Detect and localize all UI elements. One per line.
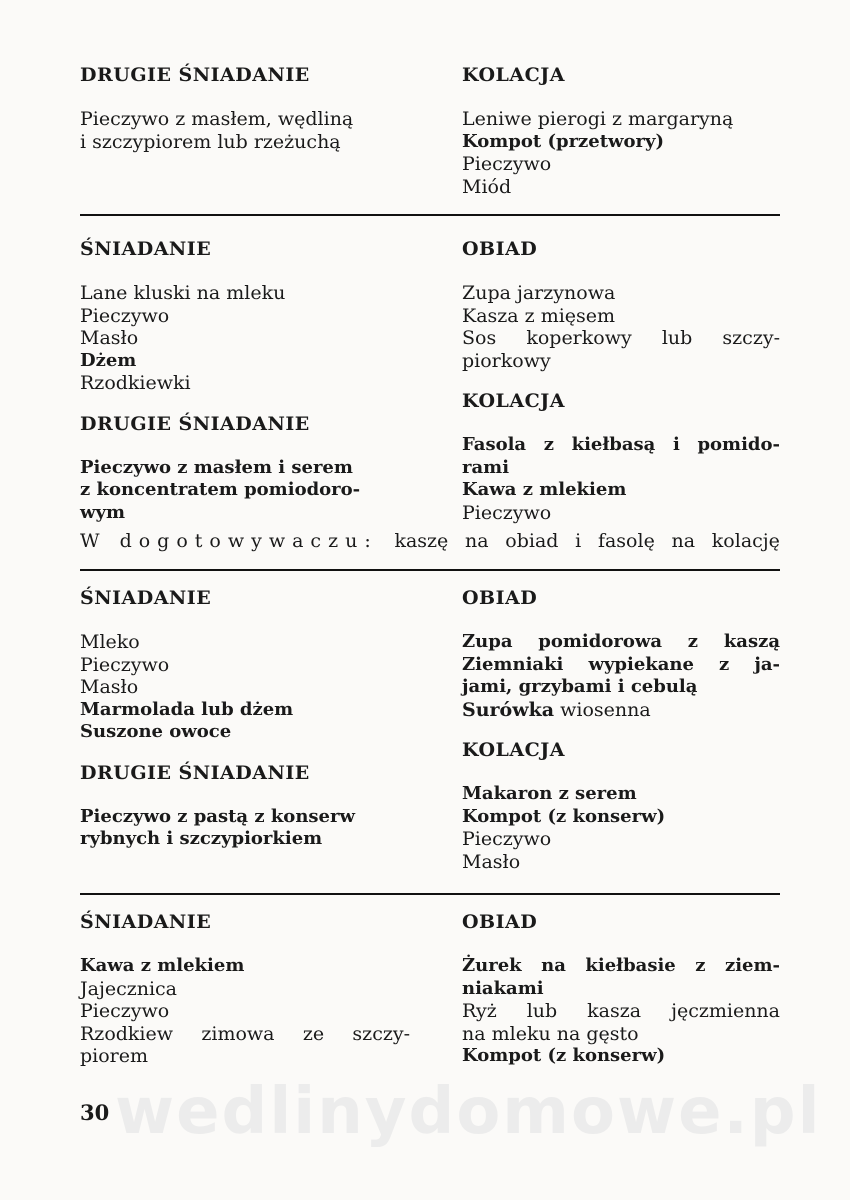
- meal-heading: OBIAD: [462, 587, 538, 609]
- menu-line: Zupa pomidorowa z kaszą: [462, 631, 780, 652]
- section-divider: [80, 569, 780, 571]
- menu-line: rami: [462, 456, 510, 478]
- left-column: [80, 236, 410, 524]
- menu-line: piorem: [80, 1045, 149, 1067]
- menu-line: z koncentratem pomiodoro-: [80, 479, 361, 500]
- cooking-note: [80, 530, 780, 552]
- note-word: na: [465, 530, 489, 552]
- menu-line: i szczypiorem lub rzeżuchą: [80, 130, 341, 153]
- meal-heading: ŚNIADANIE: [80, 911, 212, 933]
- meal-heading: ŚNIADANIE: [80, 587, 212, 609]
- left-column: [80, 909, 410, 1068]
- right-column: [462, 236, 780, 524]
- menu-line: na mleku na gęsto: [462, 1022, 639, 1045]
- left-column: [80, 62, 410, 194]
- meal-heading: DRUGIE ŚNIADANIE: [80, 412, 310, 435]
- menu-line: Pieczywo: [80, 653, 170, 676]
- menu-line: Fasola z kiełbasą i pomido-: [462, 434, 780, 455]
- menu-line: Ryż lub kasza jęczmienna: [462, 1000, 780, 1022]
- menu-line: Żurek na kiełbasie z ziem-: [462, 955, 780, 976]
- right-column: [462, 62, 780, 198]
- menu-line: rybnych i szczypiorkiem: [80, 828, 323, 849]
- meal-heading: ŚNIADANIE: [80, 238, 212, 260]
- menu-line: Sos koperkowy lub szczy-: [462, 327, 780, 349]
- menu-line: Kawa z mlekiem: [80, 955, 245, 976]
- menu-line: Pieczywo: [462, 153, 552, 175]
- menu-line: Pieczywo: [80, 1000, 170, 1022]
- menu-line: [462, 699, 780, 722]
- menu-line: Makaron z serem: [462, 783, 637, 804]
- meal-heading: KOLACJA: [462, 739, 566, 761]
- right-column: [462, 585, 780, 873]
- menu-line: Pieczywo z masłem, wędliną: [80, 108, 354, 130]
- menu-block-2: [80, 236, 780, 524]
- menu-line-plain-part: wiosenna: [554, 698, 651, 721]
- meal-heading: DRUGIE ŚNIADANIE: [80, 761, 310, 784]
- menu-line: Lane kluski na mleku: [80, 282, 286, 304]
- menu-line: jami, grzybami i cebulą: [462, 676, 698, 697]
- note-label: W dogotowywaczu:: [80, 530, 378, 552]
- menu-line: Masło: [80, 676, 139, 698]
- note-word: fasolę: [597, 530, 655, 552]
- watermark: wedlinydomowe.pl: [115, 1075, 822, 1149]
- menu-line: wym: [80, 501, 125, 523]
- menu-line-bold-part: Surówka: [462, 698, 555, 721]
- menu-line: Mleko: [80, 631, 140, 653]
- right-column: [462, 909, 780, 1068]
- menu-line: Ziemniaki wypiekane z ja-: [462, 653, 780, 675]
- menu-line: Pieczywo: [462, 828, 552, 850]
- menu-line: Masło: [462, 850, 521, 873]
- menu-line: Kasza z mięsem: [462, 304, 616, 327]
- menu-block-4: [80, 909, 780, 1068]
- menu-line: Kompot (przetwory): [462, 130, 665, 152]
- menu-block-3: [80, 585, 780, 873]
- menu-line: Kompot (z konserw): [462, 805, 666, 827]
- menu-line: Rzodkiew zimowa ze szczy-: [80, 1022, 410, 1045]
- menu-line: Suszone owoce: [80, 721, 232, 742]
- note-word: kolację: [711, 530, 780, 552]
- section-divider: [80, 893, 780, 895]
- menu-line: Pieczywo: [80, 304, 170, 327]
- menu-line: Pieczywo z pastą z konserw: [80, 805, 355, 827]
- menu-line: Zupa jarzynowa: [462, 282, 616, 304]
- menu-line: Marmolada lub dżem: [80, 698, 294, 720]
- menu-block-1: [80, 62, 780, 198]
- menu-line: Pieczywo z masłem i serem: [80, 456, 353, 478]
- note-word: na: [671, 530, 696, 552]
- note-word: kaszę: [394, 530, 449, 552]
- meal-heading: DRUGIE ŚNIADANIE: [80, 64, 310, 86]
- note-word: i: [575, 530, 582, 552]
- meal-heading: OBIAD: [462, 911, 538, 933]
- note-word: obiad: [505, 530, 559, 552]
- meal-heading: KOLACJA: [462, 390, 566, 412]
- menu-line: Rzodkiewki: [80, 372, 191, 394]
- menu-line: Dżem: [80, 349, 137, 371]
- section-divider: [80, 214, 780, 216]
- menu-line: Kawa z mlekiem: [462, 479, 627, 500]
- menu-line: Kompot (z konserw): [462, 1045, 666, 1066]
- left-column: [80, 585, 410, 873]
- meal-heading: KOLACJA: [462, 64, 566, 86]
- menu-line: Miód: [462, 175, 512, 198]
- menu-line: piorkowy: [462, 349, 551, 372]
- menu-page: [80, 62, 780, 1068]
- menu-line: Masło: [80, 327, 139, 349]
- menu-line: Leniwe pierogi z margaryną: [462, 108, 734, 130]
- menu-line: Pieczywo: [462, 501, 552, 524]
- menu-line: Jajecznica: [80, 977, 178, 1000]
- menu-line: niakami: [462, 977, 544, 999]
- page-number: 30: [80, 1100, 110, 1125]
- meal-heading: OBIAD: [462, 238, 538, 260]
